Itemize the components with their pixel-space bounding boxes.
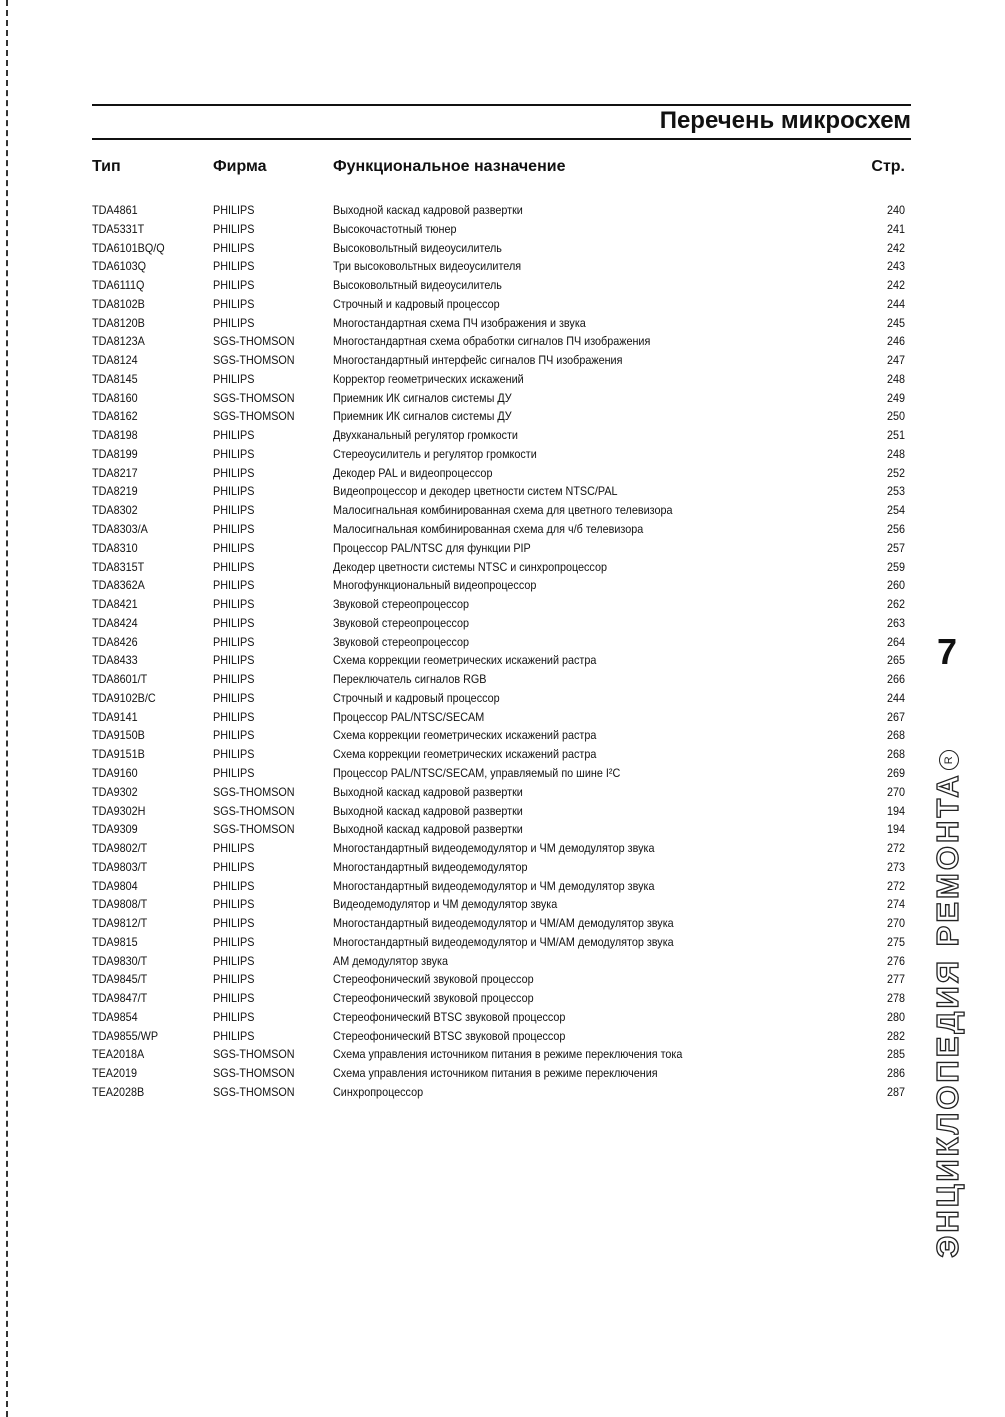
row-page: 250 bbox=[886, 409, 905, 424]
row-function: Многостандартный видеодемодулятор и ЧМ/АМ демодулятор звука bbox=[333, 934, 674, 949]
row-page: 241 bbox=[886, 221, 905, 236]
table-row bbox=[92, 614, 905, 633]
table-row bbox=[92, 839, 905, 858]
row-function: Многостандартный видеодемодулятор и ЧМ/АМ демодулятор звука bbox=[333, 916, 674, 931]
row-page: 242 bbox=[886, 240, 905, 255]
row-type: TDA9102B/C bbox=[92, 690, 156, 705]
row-type: TDA9151B bbox=[92, 747, 145, 762]
row-page: 194 bbox=[886, 822, 905, 837]
row-page: 260 bbox=[886, 578, 905, 593]
row-function: Высоковольтный видеоусилитель bbox=[333, 240, 502, 255]
row-firm: PHILIPS bbox=[213, 634, 255, 649]
row-type: TDA8219 bbox=[92, 484, 138, 499]
row-function: Схема управления источником питания в режиме переключения bbox=[333, 1066, 658, 1081]
row-function: Схема коррекции геометрических искажений растра bbox=[333, 747, 597, 762]
row-firm: PHILIPS bbox=[213, 522, 255, 537]
row-function: Многостандартный интерфейс сигналов ПЧ изображения bbox=[333, 353, 623, 368]
row-page: 276 bbox=[886, 953, 905, 968]
table-row bbox=[92, 708, 905, 727]
table-row bbox=[92, 1064, 905, 1083]
row-type: TDA8315T bbox=[92, 559, 145, 574]
table-row bbox=[92, 332, 905, 351]
table-row bbox=[92, 276, 905, 295]
row-function: Стереофонический звуковой процессор bbox=[333, 972, 534, 987]
row-page: 265 bbox=[886, 653, 905, 668]
table-row bbox=[92, 257, 905, 276]
row-firm: PHILIPS bbox=[213, 428, 255, 443]
row-function: Стереофонический BTSC звуковой процессор bbox=[333, 1009, 566, 1024]
row-firm: PHILIPS bbox=[213, 578, 255, 593]
row-page: 282 bbox=[886, 1028, 905, 1043]
row-type: TDA8198 bbox=[92, 428, 138, 443]
table-row bbox=[92, 858, 905, 877]
row-page: 251 bbox=[886, 428, 905, 443]
row-page: 249 bbox=[886, 390, 905, 405]
row-page: 272 bbox=[886, 878, 905, 893]
header-type: Тип bbox=[92, 158, 121, 175]
row-firm: PHILIPS bbox=[213, 859, 255, 874]
row-page: 263 bbox=[886, 615, 905, 630]
header-page: Стр. bbox=[871, 158, 905, 175]
row-type: TDA8310 bbox=[92, 540, 138, 555]
row-page: 242 bbox=[886, 278, 905, 293]
row-page: 240 bbox=[886, 203, 905, 217]
row-firm: PHILIPS bbox=[213, 841, 255, 856]
row-firm: PHILIPS bbox=[213, 991, 255, 1006]
row-type: TEA2028B bbox=[92, 1084, 145, 1099]
row-function: Схема коррекции геометрических искажений растра bbox=[333, 653, 597, 668]
row-function: Синхропроцессор bbox=[333, 1084, 424, 1099]
row-page: 286 bbox=[886, 1066, 905, 1081]
row-type: TDA4861 bbox=[92, 203, 138, 217]
row-type: TDA9845/T bbox=[92, 972, 148, 987]
row-function: Декодер цветности системы NTSC и синхропроцессор bbox=[333, 559, 607, 574]
row-firm: SGS-THOMSON bbox=[213, 1066, 295, 1081]
row-firm: PHILIPS bbox=[213, 953, 255, 968]
row-firm: PHILIPS bbox=[213, 484, 255, 499]
row-type: TDA8199 bbox=[92, 446, 138, 461]
row-firm: PHILIPS bbox=[213, 934, 255, 949]
table-row bbox=[92, 558, 905, 577]
row-function: Малосигнальная комбинированная схема для ч/б телевизора bbox=[333, 522, 644, 537]
row-page: 257 bbox=[886, 540, 905, 555]
row-page: 280 bbox=[886, 1009, 905, 1024]
table-row bbox=[92, 651, 905, 670]
row-page: 244 bbox=[886, 296, 905, 311]
row-function: Выходной каскад кадровой развертки bbox=[333, 803, 523, 818]
row-page: 194 bbox=[886, 803, 905, 818]
row-page: 267 bbox=[886, 709, 905, 724]
chip-list bbox=[92, 201, 905, 1102]
row-type: TDA9309 bbox=[92, 822, 138, 837]
row-type: TEA2018A bbox=[92, 1047, 145, 1062]
table-row bbox=[92, 820, 905, 839]
table-row bbox=[92, 576, 905, 595]
row-type: TDA8426 bbox=[92, 634, 138, 649]
cut-guide-line bbox=[6, 0, 8, 1417]
row-page: 269 bbox=[886, 765, 905, 780]
table-row bbox=[92, 989, 905, 1008]
row-page: 256 bbox=[886, 522, 905, 537]
table-row bbox=[92, 670, 905, 689]
row-type: TDA9803/T bbox=[92, 859, 148, 874]
row-function: Малосигнальная комбинированная схема для цветного телевизора bbox=[333, 503, 673, 518]
row-type: TDA9160 bbox=[92, 765, 138, 780]
row-firm: PHILIPS bbox=[213, 747, 255, 762]
row-function: Многостандартный видеодемодулятор bbox=[333, 859, 528, 874]
row-type: TDA9150B bbox=[92, 728, 145, 743]
table-row bbox=[92, 220, 905, 239]
table-row bbox=[92, 952, 905, 971]
table-row bbox=[92, 802, 905, 821]
table-row bbox=[92, 595, 905, 614]
row-function: Схема управления источником питания в режиме переключения тока bbox=[333, 1047, 683, 1062]
row-page: 270 bbox=[886, 916, 905, 931]
table-row bbox=[92, 295, 905, 314]
registered-mark-icon: R bbox=[939, 750, 959, 770]
row-function: Приемник ИК сигналов системы ДУ bbox=[333, 390, 512, 405]
row-function: Выходной каскад кадровой развертки bbox=[333, 822, 523, 837]
row-type: TDA8424 bbox=[92, 615, 138, 630]
row-firm: PHILIPS bbox=[213, 916, 255, 931]
row-page: 272 bbox=[886, 841, 905, 856]
row-type: TDA8302 bbox=[92, 503, 138, 518]
row-firm: PHILIPS bbox=[213, 465, 255, 480]
row-firm: PHILIPS bbox=[213, 371, 255, 386]
row-type: TDA8124 bbox=[92, 353, 138, 368]
row-type: TDA8362A bbox=[92, 578, 145, 593]
row-function: Звуковой стереопроцессор bbox=[333, 634, 470, 649]
table-row bbox=[92, 389, 905, 408]
row-firm: SGS-THOMSON bbox=[213, 390, 295, 405]
row-type: TDA9804 bbox=[92, 878, 138, 893]
row-function: Звуковой стереопроцессор bbox=[333, 615, 470, 630]
table-row bbox=[92, 689, 905, 708]
row-function: Видеопроцессор и декодер цветности систем NTSC/PAL bbox=[333, 484, 618, 499]
row-function: Многостандартная схема обработки сигналов ПЧ изображения bbox=[333, 334, 651, 349]
row-type: TDA8123A bbox=[92, 334, 145, 349]
row-firm: SGS-THOMSON bbox=[213, 822, 295, 837]
row-type: TDA9847/T bbox=[92, 991, 148, 1006]
table-row bbox=[92, 239, 905, 258]
row-type: TDA9812/T bbox=[92, 916, 148, 931]
row-firm: PHILIPS bbox=[213, 278, 255, 293]
row-page: 268 bbox=[886, 728, 905, 743]
row-firm: PHILIPS bbox=[213, 728, 255, 743]
row-firm: PHILIPS bbox=[213, 503, 255, 518]
table-row bbox=[92, 745, 905, 764]
table-row bbox=[92, 370, 905, 389]
row-page: 259 bbox=[886, 559, 905, 574]
row-page: 253 bbox=[886, 484, 905, 499]
table-row bbox=[92, 726, 905, 745]
table-row bbox=[92, 783, 905, 802]
table-row bbox=[92, 314, 905, 333]
table-row bbox=[92, 201, 905, 220]
row-page: 248 bbox=[886, 446, 905, 461]
row-type: TDA9302H bbox=[92, 803, 146, 818]
row-function: Стереоусилитель и регулятор громкости bbox=[333, 446, 537, 461]
table-row bbox=[92, 633, 905, 652]
row-function: Стереофонический BTSC звуковой процессор bbox=[333, 1028, 566, 1043]
row-page: 274 bbox=[886, 897, 905, 912]
table-header bbox=[92, 156, 905, 178]
table-row bbox=[92, 351, 905, 370]
row-type: TDA8145 bbox=[92, 371, 138, 386]
table-row bbox=[92, 445, 905, 464]
table-row bbox=[92, 914, 905, 933]
row-type: TDA9141 bbox=[92, 709, 138, 724]
row-firm: SGS-THOMSON bbox=[213, 784, 295, 799]
row-function: Видеодемодулятор и ЧМ демодулятор звука bbox=[333, 897, 558, 912]
row-function: Многостандартная схема ПЧ изображения и звука bbox=[333, 315, 586, 330]
table-row bbox=[92, 407, 905, 426]
row-function: АМ демодулятор звука bbox=[333, 953, 448, 968]
row-firm: PHILIPS bbox=[213, 203, 255, 217]
row-function: Схема коррекции геометрических искажений растра bbox=[333, 728, 597, 743]
row-function: Многостандартный видеодемодулятор и ЧМ демодулятор звука bbox=[333, 841, 655, 856]
row-page: 247 bbox=[886, 353, 905, 368]
row-function: Строчный и кадровый процессор bbox=[333, 296, 500, 311]
row-firm: PHILIPS bbox=[213, 672, 255, 687]
table-row bbox=[92, 520, 905, 539]
table-row bbox=[92, 1045, 905, 1064]
page-title: Перечень микросхем bbox=[92, 104, 911, 140]
row-type: TDA8421 bbox=[92, 597, 138, 612]
row-page: 254 bbox=[886, 503, 905, 518]
chapter-number: 7 bbox=[936, 631, 958, 672]
row-page: 264 bbox=[886, 634, 905, 649]
row-function: Декодер PAL и видеопроцессор bbox=[333, 465, 493, 480]
table-row bbox=[92, 970, 905, 989]
row-page: 245 bbox=[886, 315, 905, 330]
row-function: Процессор PAL/NTSC/SECAM bbox=[333, 709, 485, 724]
row-page: 287 bbox=[886, 1084, 905, 1099]
table-row bbox=[92, 764, 905, 783]
row-page: 273 bbox=[886, 859, 905, 874]
row-type: TDA9815 bbox=[92, 934, 138, 949]
row-function: Высоковольтный видеоусилитель bbox=[333, 278, 502, 293]
row-function: Двухканальный регулятор громкости bbox=[333, 428, 518, 443]
row-function: Высокочастотный тюнер bbox=[333, 221, 457, 236]
row-type: TDA8120B bbox=[92, 315, 145, 330]
table-row bbox=[92, 1027, 905, 1046]
row-type: TDA9802/T bbox=[92, 841, 148, 856]
row-firm: PHILIPS bbox=[213, 1028, 255, 1043]
table-row bbox=[92, 933, 905, 952]
row-function: Многофункциональный видеопроцессор bbox=[333, 578, 537, 593]
row-firm: SGS-THOMSON bbox=[213, 1047, 295, 1062]
row-type: TDA8601/T bbox=[92, 672, 148, 687]
row-firm: PHILIPS bbox=[213, 221, 255, 236]
row-type: TDA6101BQ/Q bbox=[92, 240, 165, 255]
row-page: 262 bbox=[886, 597, 905, 612]
row-function: Три высоковольтных видеоусилителя bbox=[333, 259, 522, 274]
row-firm: PHILIPS bbox=[213, 559, 255, 574]
row-firm: PHILIPS bbox=[213, 597, 255, 612]
table-row bbox=[92, 482, 905, 501]
side-banner-text: ЭНЦИКЛОПЕДИЯ РЕМОНТА bbox=[930, 772, 965, 1258]
row-page: 246 bbox=[886, 334, 905, 349]
side-banner bbox=[930, 684, 966, 1324]
row-function: Переключатель сигналов RGB bbox=[333, 672, 487, 687]
row-page: 266 bbox=[886, 672, 905, 687]
row-firm: SGS-THOMSON bbox=[213, 1084, 295, 1099]
row-function: Звуковой стереопроцессор bbox=[333, 597, 470, 612]
row-firm: PHILIPS bbox=[213, 1009, 255, 1024]
table-row bbox=[92, 895, 905, 914]
row-firm: PHILIPS bbox=[213, 315, 255, 330]
row-type: TDA5331T bbox=[92, 221, 145, 236]
row-function: Многостандартный видеодемодулятор и ЧМ демодулятор звука bbox=[333, 878, 655, 893]
row-type: TDA9808/T bbox=[92, 897, 148, 912]
header-firm: Фирма bbox=[213, 158, 267, 175]
row-firm: PHILIPS bbox=[213, 709, 255, 724]
header-function: Функциональное назначение bbox=[333, 158, 566, 175]
row-firm: SGS-THOMSON bbox=[213, 334, 295, 349]
row-firm: SGS-THOMSON bbox=[213, 803, 295, 818]
row-page: 285 bbox=[886, 1047, 905, 1062]
row-function: Процессор PAL/NTSC/SECAM, управляемый по шине I²C bbox=[333, 765, 621, 780]
row-firm: PHILIPS bbox=[213, 765, 255, 780]
row-function: Строчный и кадровый процессор bbox=[333, 690, 500, 705]
row-type: TDA8433 bbox=[92, 653, 138, 668]
row-page: 248 bbox=[886, 371, 905, 386]
row-firm: PHILIPS bbox=[213, 446, 255, 461]
row-page: 278 bbox=[886, 991, 905, 1006]
row-page: 243 bbox=[886, 259, 905, 274]
row-firm: PHILIPS bbox=[213, 972, 255, 987]
table-row bbox=[92, 1008, 905, 1027]
row-page: 270 bbox=[886, 784, 905, 799]
row-firm: PHILIPS bbox=[213, 259, 255, 274]
row-type: TDA8102B bbox=[92, 296, 145, 311]
row-type: TEA2019 bbox=[92, 1066, 138, 1081]
row-function: Выходной каскад кадровой развертки bbox=[333, 784, 523, 799]
row-type: TDA9854 bbox=[92, 1009, 138, 1024]
row-page: 268 bbox=[886, 747, 905, 762]
table-row bbox=[92, 1083, 905, 1102]
table-row bbox=[92, 877, 905, 896]
row-type: TDA8303/A bbox=[92, 522, 148, 537]
row-page: 244 bbox=[886, 690, 905, 705]
row-type: TDA8160 bbox=[92, 390, 138, 405]
row-firm: SGS-THOMSON bbox=[213, 353, 295, 368]
table-row bbox=[92, 501, 905, 520]
row-function: Корректор геометрических искажений bbox=[333, 371, 524, 386]
row-firm: PHILIPS bbox=[213, 690, 255, 705]
row-function: Процессор PAL/NTSC для функции PIP bbox=[333, 540, 531, 555]
row-page: 277 bbox=[886, 972, 905, 987]
table-row bbox=[92, 539, 905, 558]
row-type: TDA6111Q bbox=[92, 278, 145, 293]
row-type: TDA9855/WP bbox=[92, 1028, 159, 1043]
row-page: 252 bbox=[886, 465, 905, 480]
row-firm: PHILIPS bbox=[213, 296, 255, 311]
row-firm: PHILIPS bbox=[213, 653, 255, 668]
row-firm: PHILIPS bbox=[213, 897, 255, 912]
row-type: TDA9830/T bbox=[92, 953, 148, 968]
row-firm: SGS-THOMSON bbox=[213, 409, 295, 424]
row-type: TDA6103Q bbox=[92, 259, 147, 274]
row-function: Стереофонический звуковой процессор bbox=[333, 991, 534, 1006]
row-firm: PHILIPS bbox=[213, 240, 255, 255]
table-row bbox=[92, 426, 905, 445]
row-type: TDA8162 bbox=[92, 409, 138, 424]
row-firm: PHILIPS bbox=[213, 878, 255, 893]
row-type: TDA9302 bbox=[92, 784, 138, 799]
row-firm: PHILIPS bbox=[213, 540, 255, 555]
row-function: Приемник ИК сигналов системы ДУ bbox=[333, 409, 512, 424]
row-function: Выходной каскад кадровой развертки bbox=[333, 203, 523, 217]
row-type: TDA8217 bbox=[92, 465, 138, 480]
row-page: 275 bbox=[886, 934, 905, 949]
row-firm: PHILIPS bbox=[213, 615, 255, 630]
table-row bbox=[92, 464, 905, 483]
